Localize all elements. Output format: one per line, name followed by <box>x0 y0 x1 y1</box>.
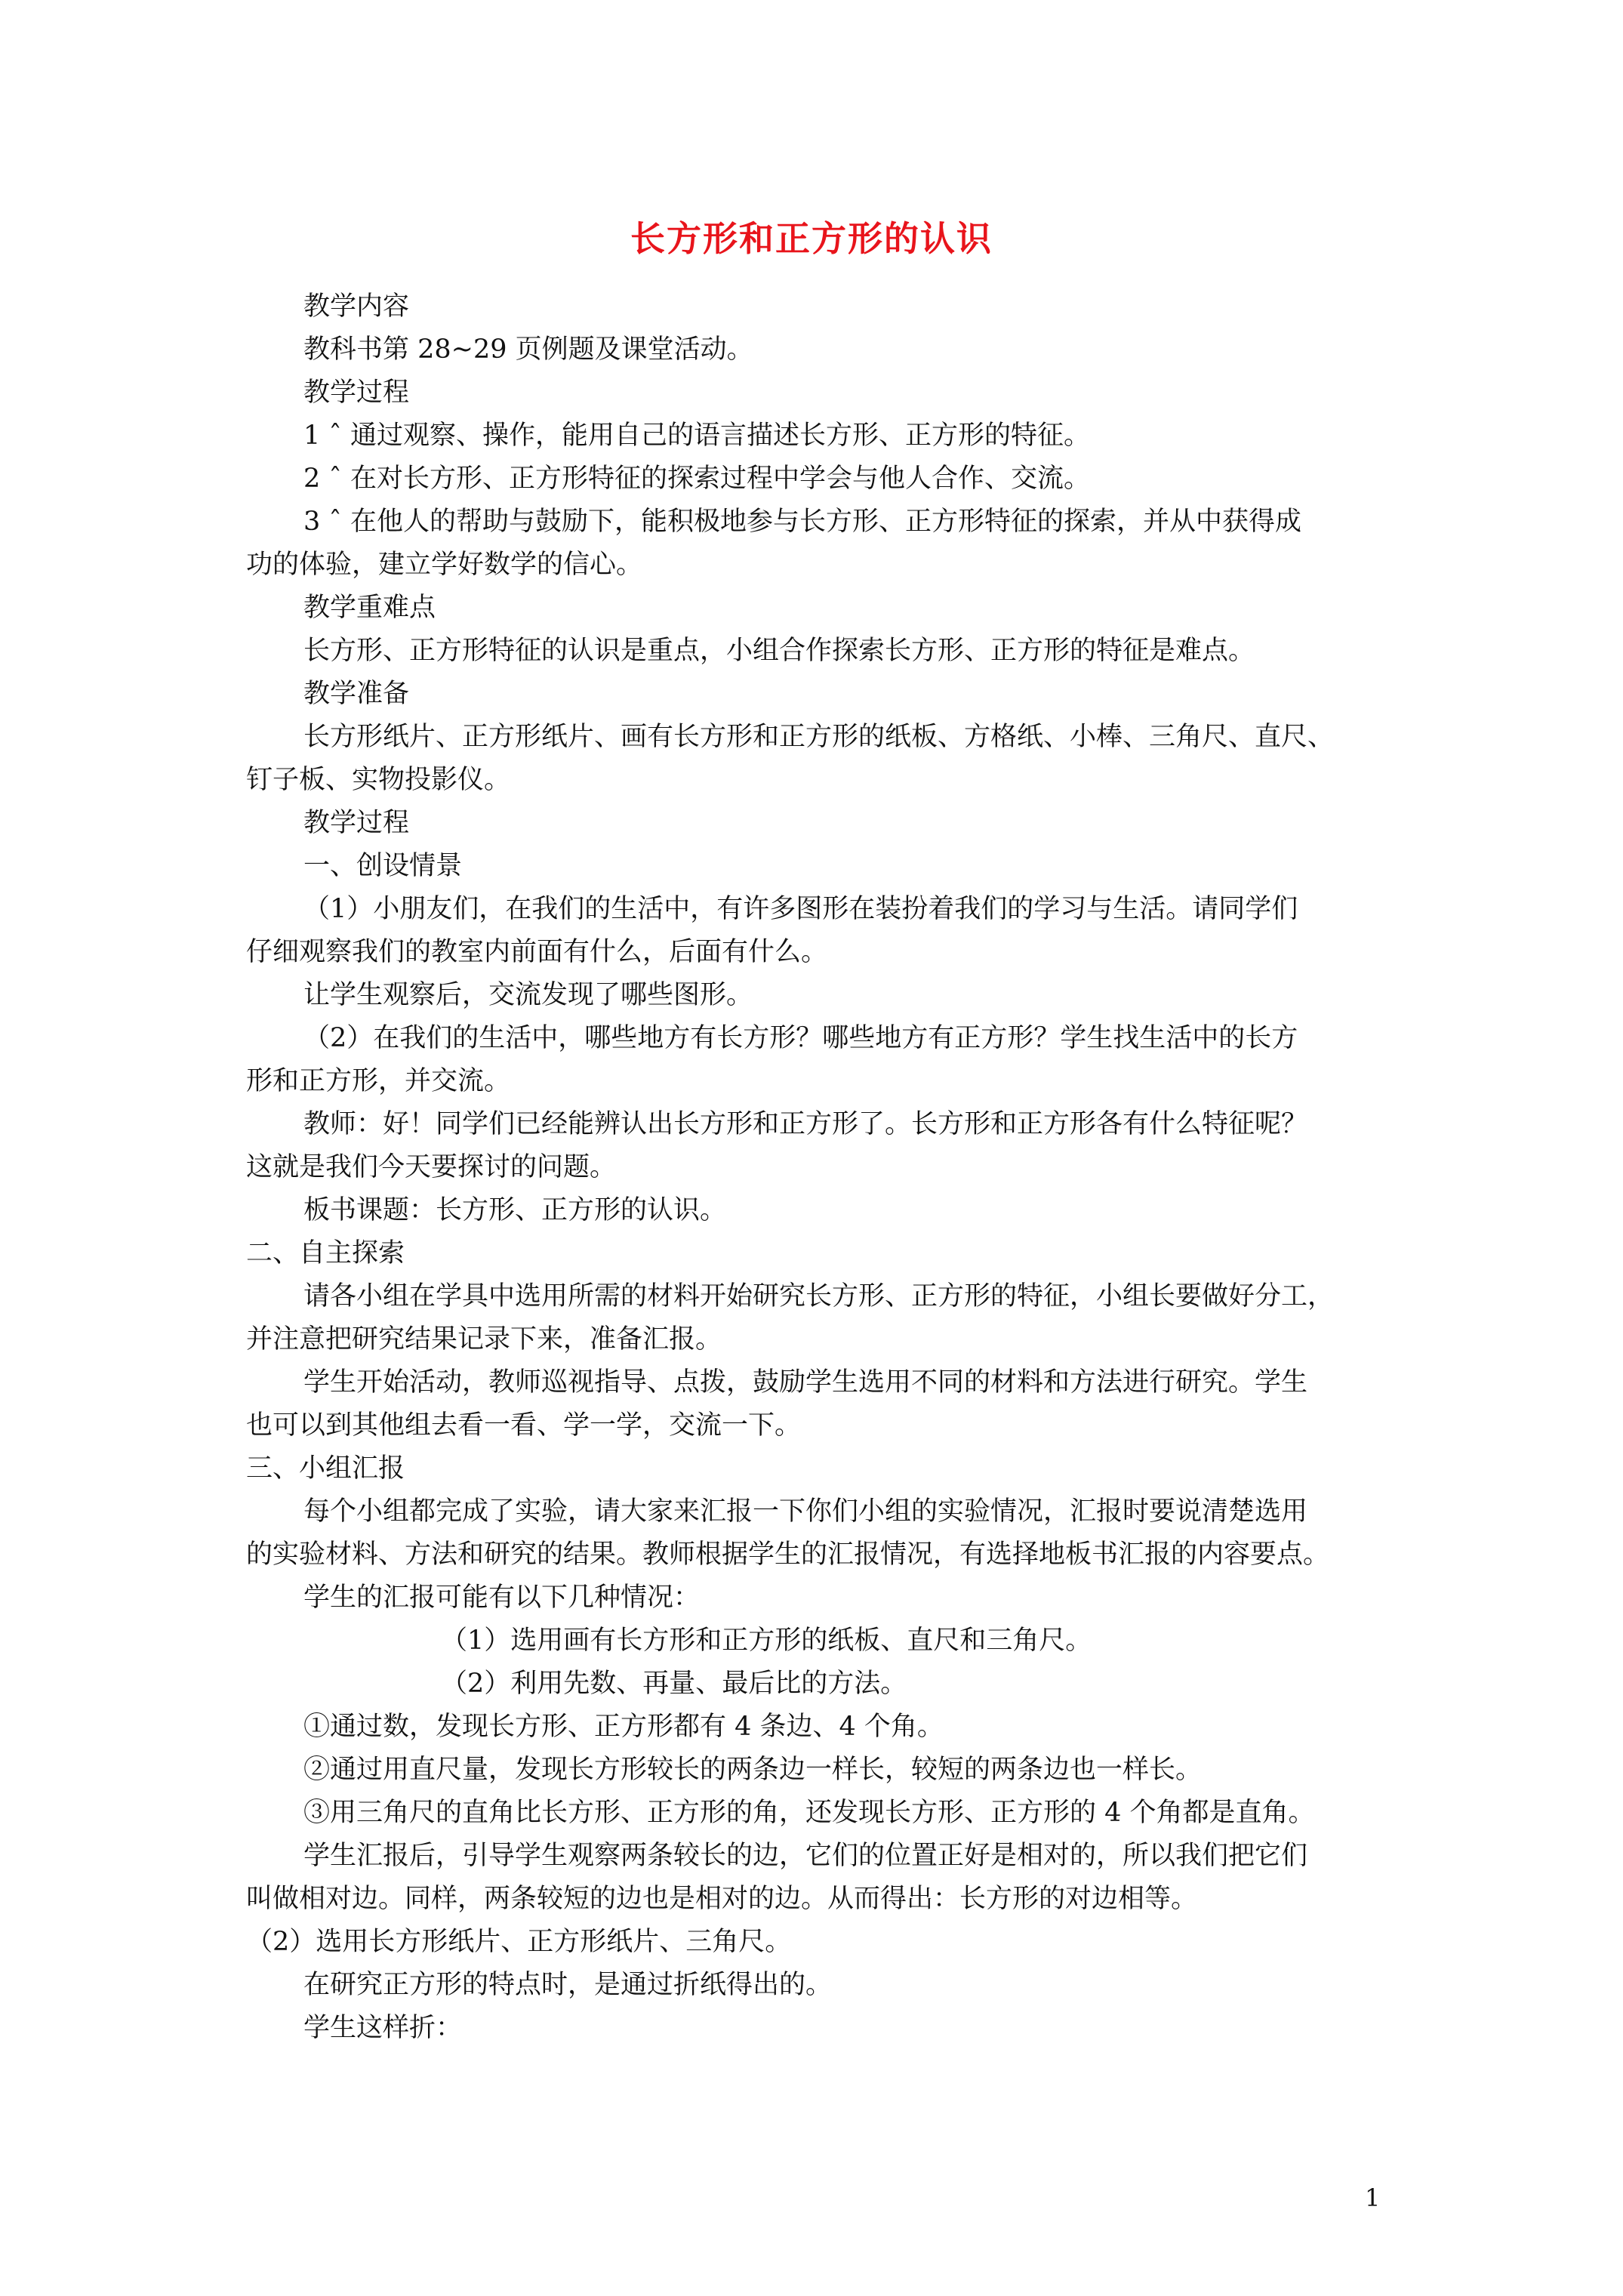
body-line: 也可以到其他组去看一看、学一学，交流一下。 <box>246 1410 802 1441</box>
body-line: 长方形纸片、正方形纸片、画有长方形和正方形的纸板、方格纸、小棒、三角尺、直尺、 <box>303 722 1335 752</box>
body-line: （1）选用画有长方形和正方形的纸板、直尺和三角尺。 <box>441 1626 1092 1656</box>
body-line: 长方形、正方形特征的认识是重点，小组合作探索长方形、正方形的特征是难点。 <box>303 636 1255 666</box>
body-line: 这就是我们今天要探讨的问题。 <box>246 1152 617 1182</box>
body-line: ①通过数，发现长方形、正方形都有 4 条边、4 个角。 <box>303 1712 944 1742</box>
body-line: 教学准备 <box>303 679 410 709</box>
body-line: 仔细观察我们的教室内前面有什么，后面有什么。 <box>246 937 828 967</box>
body-line: 二、自主探索 <box>246 1238 405 1268</box>
body-line: 请各小组在学具中选用所需的材料开始研究长方形、正方形的特征，小组长要做好分工， <box>303 1281 1335 1311</box>
body-line: 1 ˆ 通过观察、操作，能用自己的语言描述长方形、正方形的特征。 <box>303 421 1091 451</box>
body-line: 教科书第 28~29 页例题及课堂活动。 <box>303 334 753 365</box>
body-line: 三、小组汇报 <box>246 1453 405 1484</box>
document-title: 长方形和正方形的认识 <box>630 218 993 259</box>
body-line: ②通过用直尺量，发现长方形较长的两条边一样长，较短的两条边也一样长。 <box>303 1755 1203 1785</box>
body-line: 每个小组都完成了实验，请大家来汇报一下你们小组的实验情况，汇报时要说清楚选用 <box>303 1496 1308 1527</box>
body-line: 让学生观察后，交流发现了哪些图形。 <box>303 980 753 1010</box>
body-line: 教学内容 <box>303 291 410 322</box>
body-line: 教学过程 <box>303 378 410 408</box>
body-line: （2）利用先数、再量、最后比的方法。 <box>441 1669 907 1699</box>
body-line: 的实验材料、方法和研究的结果。教师根据学生的汇报情况，有选择地板书汇报的内容要点。 <box>246 1539 1330 1570</box>
body-line: （2）选用长方形纸片、正方形纸片、三角尺。 <box>246 1927 792 1957</box>
body-line: 教师：好！同学们已经能辨认出长方形和正方形了。长方形和正方形各有什么特征呢？ <box>303 1109 1308 1139</box>
body-line: 2 ˆ 在对长方形、正方形特征的探索过程中学会与他人合作、交流。 <box>303 464 1091 494</box>
body-line: 形和正方形，并交流。 <box>246 1066 511 1096</box>
page-number: 1 <box>1365 2184 1381 2212</box>
body-line: 板书课题：长方形、正方形的认识。 <box>303 1195 727 1225</box>
body-line: 在研究正方形的特点时，是通过折纸得出的。 <box>303 1970 833 2000</box>
body-line: ③用三角尺的直角比长方形、正方形的角，还发现长方形、正方形的 4 个角都是直角。 <box>303 1798 1315 1828</box>
body-line: 并注意把研究结果记录下来，准备汇报。 <box>246 1324 722 1354</box>
body-line: 学生这样折： <box>303 2013 463 2043</box>
body-line: 3 ˆ 在他人的帮助与鼓励下，能积极地参与长方形、正方形特征的探索，并从中获得成 <box>303 507 1302 537</box>
body-line: 学生的汇报可能有以下几种情况： <box>303 1583 701 1613</box>
body-line: （2）在我们的生活中，哪些地方有长方形？哪些地方有正方形？学生找生活中的长方 <box>303 1023 1298 1053</box>
body-line: 学生汇报后，引导学生观察两条较长的边，它们的位置正好是相对的，所以我们把它们 <box>303 1841 1308 1871</box>
body-line: 学生开始活动，教师巡视指导、点拨，鼓励学生选用不同的材料和方法进行研究。学生 <box>303 1367 1308 1398</box>
body-line: 功的体验，建立学好数学的信心。 <box>246 550 643 580</box>
body-line: 钉子板、实物投影仪。 <box>246 765 511 795</box>
body-line: （1）小朋友们，在我们的生活中，有许多图形在装扮着我们的学习与生活。请同学们 <box>303 894 1298 924</box>
document-body <box>246 285 1386 2050</box>
body-line: 教学重难点 <box>303 593 436 623</box>
body-line: 教学过程 <box>303 808 410 838</box>
body-line: 叫做相对边。同样，两条较短的边也是相对的边。从而得出：长方形的对边相等。 <box>246 1884 1198 1914</box>
body-line: 一、创设情景 <box>303 851 463 881</box>
